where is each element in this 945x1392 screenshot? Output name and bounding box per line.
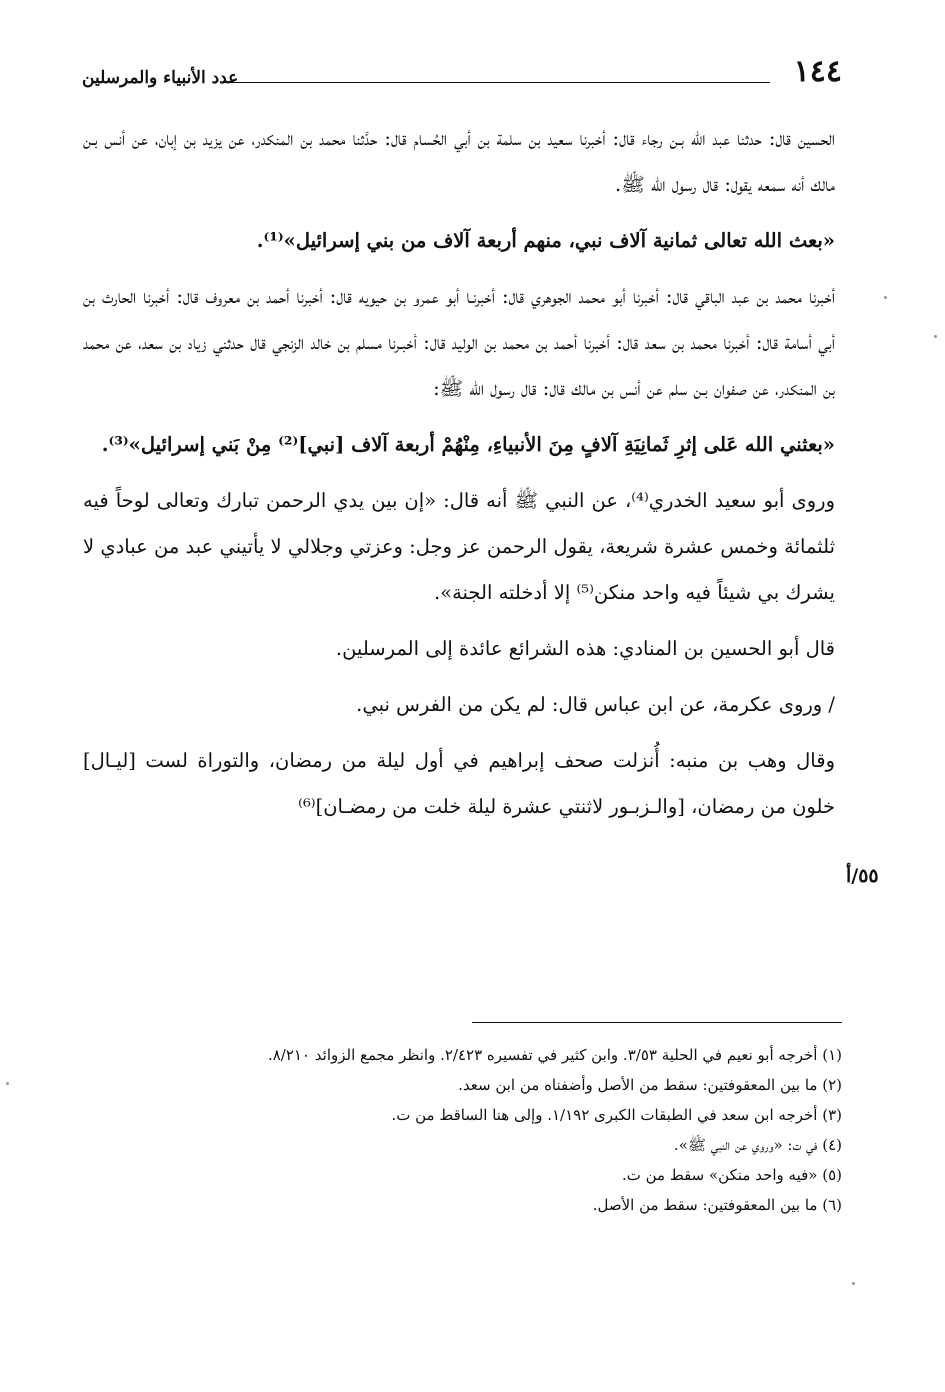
scan-speck [934,335,937,338]
footnote-1: (١) أخرجه أبو نعيم في الحلية ٣/٥٣. وابن كثير في تفسيره ٢/٤٢٣. وانظر مجمع الزوائد ٨/٢١٠. [267,1046,842,1064]
running-title: عدد الأنبياء والمرسلين [82,68,239,88]
page-number: ١٤٤ [793,54,842,89]
scan-speck [884,296,887,299]
paragraph-hadith-1: «بعث الله تعالى ثمانية آلاف نبي، منهم أربعة آلاف من بني إسرائيل»⁽¹⁾. [256,229,835,252]
paragraph-isnad-2: أخبرنا محمد بن عبد الباقي قال: أخبرنا أبو محمد الجوهري قال: أخبرنـا أبو عمرو بن حيويه قال: أخبرنا أحمد بن معروف قال: أخبرنا الحارث بن أبي أسامة قال: أخبرنا محمد بن سعد قال: أخبرنا أحمد بن محمد بن الوليد قال: أخبـرنا مسلم بن خالد الزنجي قال حدثني زياد بن سعد، عن محمد بن المنكدر، عن صفوان بـن سلم عن أنس بن مالك قال: قال رسول الله ﷺ: [83,285,835,400]
footnote-4: (٤) في ت: «وروي عن النبي ﷺ». [673,1136,842,1154]
scan-speck [6,1082,9,1085]
footnote-separator [472,1022,842,1023]
main-text [83,116,835,840]
footnote-2: (٢) ما بين المعقوفتين: سقط من الأصل وأضفناه من ابن سعد. [458,1076,842,1094]
scan-speck [852,1282,855,1285]
header-rule [222,82,770,83]
folio-marker: ٥٥/أ [846,865,879,887]
page-header [82,52,842,98]
paragraph-comment: قال أبو الحسين بن المنادي: هذه الشرائع عائدة إلى المرسلين. [335,637,835,660]
paragraph-hadith-3: وروى أبو سعيد الخدري⁽⁴⁾، عن النبي ﷺ أنه قال: «إن بين يدي الرحمن تبارك وتعالى لوحاً فيه ثلثمائة وخمس عشرة شريعة، يقول الرحمن عز وجل: وعزتي وجلالي لا يأتيني عبد من عبادي لا يشرك بي شيئاً فيه واحد منكن⁽⁵⁾ إلا أدخلته الجنة». [83,489,835,604]
footnote-6: (٦) ما بين المعقوفتين: سقط من الأصل. [592,1196,842,1214]
paragraph-wahb: وقال وهب بن منبه: أُنزلت صحف إبراهيم في أول ليلة من رمضان، والتوراة لست [ليـال] خلون من رمضان، [والـزبـور لاثنتي عشرة ليلة خلت من رمضـان]⁽⁶⁾ [83,749,835,818]
footnote-5: (٥) «فيه واحد منكن» سقط من ت. [621,1166,842,1184]
footnotes [82,1040,842,1220]
paragraph-hadith-2: «بعثني الله عَلى إثرِ ثَمانِيَةِ آلافٍ مِنَ الأنبياءِ، مِنْهُمْ أربعة آلاف [نبي]⁽²⁾ مِنْ بَني إسرائيل»⁽³⁾. [101,433,835,456]
footnote-3: (٣) أخرجه ابن سعد في الطبقات الكبرى ١/١٩٢. وإلى هنا الساقط من ت. [391,1106,842,1124]
paragraph-ikrima: / وروى عكرمة، عن ابن عباس قال: لم يكن من الفرس نبي. [356,693,835,716]
paragraph-isnad-1: الحسين قال: حدثنا عبد الله بـن رجاء قال: أخبرنا سعيد بن سلمة بن أبي الحُسام قال: حدَّثنا محمد بن المنكدر، عن يزيد بن إبان، عن أنس بـن مالك أنه سمعه يقول: قال رسول الله ﷺ. [83,127,836,196]
